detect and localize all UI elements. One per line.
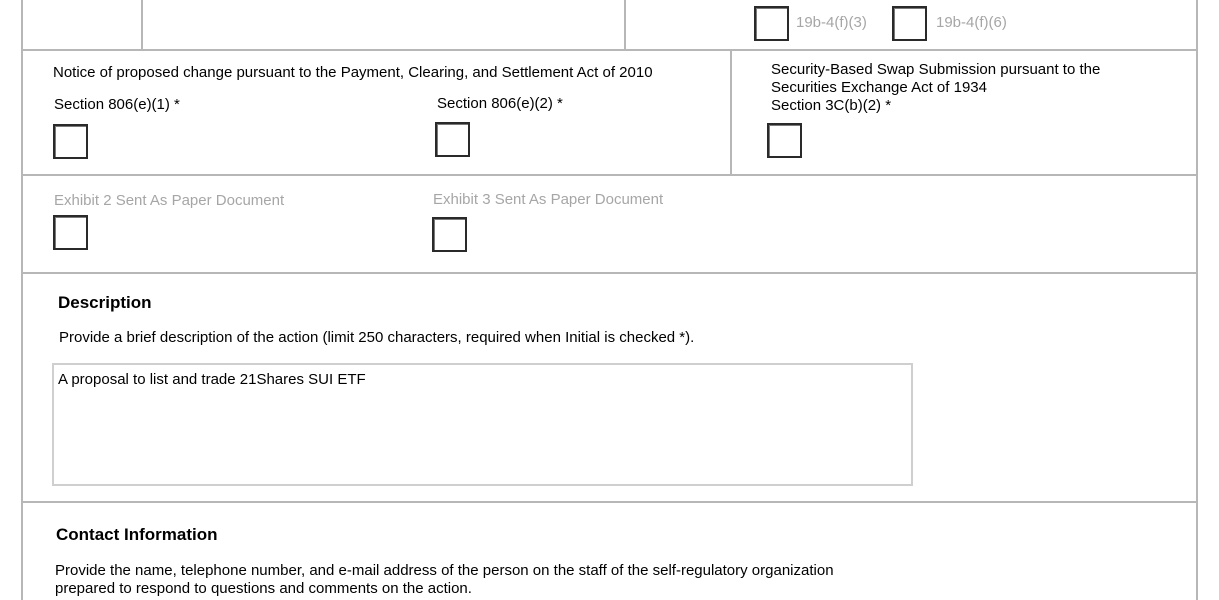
contact-title: Contact Information <box>56 525 218 544</box>
exhibit-3-label: Exhibit 3 Sent As Paper Document <box>433 191 664 208</box>
contact-instructions-line-2: prepared to respond to questions and comments on the action. <box>55 580 472 597</box>
checkbox-19b4f3[interactable] <box>754 6 789 41</box>
row-divider-1 <box>21 49 1198 51</box>
label-19b4f3: 19b-4(f)(3) <box>796 14 867 31</box>
row-divider-3 <box>21 272 1198 274</box>
row-divider-4 <box>21 501 1198 503</box>
description-instructions: Provide a brief description of the action (limit 250 characters, required when Initial is checked *). <box>59 329 695 346</box>
checkbox-section-806e2[interactable] <box>435 122 470 157</box>
checkbox-section-3cb2[interactable] <box>767 123 802 158</box>
form-right-border <box>1196 0 1198 600</box>
checkbox-section-806e1[interactable] <box>53 124 88 159</box>
swap-line-2: Securities Exchange Act of 1934 <box>771 79 987 96</box>
exhibit-2-label: Exhibit 2 Sent As Paper Document <box>54 192 285 209</box>
description-value: A proposal to list and trade 21Shares SUI ETF <box>58 371 366 388</box>
top-row-divider-2 <box>624 0 626 50</box>
label-19b4f6: 19b-4(f)(6) <box>936 14 1007 31</box>
checkbox-exhibit-2[interactable] <box>53 215 88 250</box>
description-textarea[interactable] <box>52 363 913 486</box>
section-806e1-label: Section 806(e)(1) * <box>54 96 180 113</box>
row-divider-2 <box>21 174 1198 176</box>
contact-instructions-line-1: Provide the name, telephone number, and e-mail address of the person on the staff of the self-regulatory organization <box>55 562 834 579</box>
swap-line-1: Security-Based Swap Submission pursuant to the <box>771 61 1101 78</box>
payment-swap-divider <box>730 50 732 175</box>
checkbox-exhibit-3[interactable] <box>432 217 467 252</box>
swap-line-3: Section 3C(b)(2) * <box>771 97 892 114</box>
payment-act-heading: Notice of proposed change pursuant to the Payment, Clearing, and Settlement Act of 2010 <box>53 64 653 81</box>
section-806e2-label: Section 806(e)(2) * <box>437 95 563 112</box>
checkbox-19b4f6[interactable] <box>892 6 927 41</box>
top-row-divider-1 <box>141 0 143 50</box>
description-title: Description <box>58 293 152 312</box>
form-left-border <box>21 0 23 600</box>
